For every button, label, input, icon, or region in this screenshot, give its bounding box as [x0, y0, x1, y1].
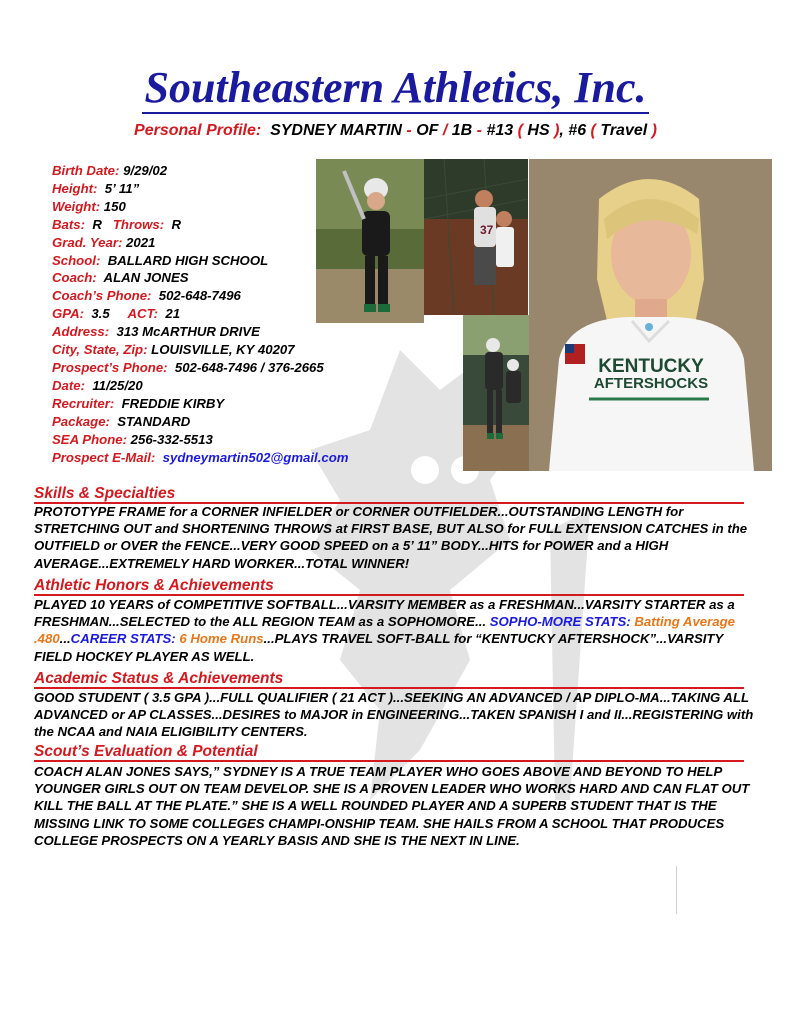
info-row-prospect-email: Prospect E-Mail: sydneymartin502@gmail.com	[52, 449, 349, 465]
athlete-name: SYDNEY MARTIN	[270, 122, 402, 139]
academic-text: GOOD STUDENT ( 3.5 GPA )...FULL QUALIFIER ( 21 ACT )...SEEKING AN ADVANCED / AP DIPLO-MA...TAKING ALL ADVANCED or AP CLASSES...DESIRES to MAJOR in ENGINEERING...TAKEN SPANISH I and II...REGISTERING with the NCAA and NAIA ELIGIBILITY CENTERS.	[34, 690, 754, 740]
info-row-height: Height: 5’ 11”	[52, 180, 140, 196]
info-row-city-state-zip: City, State, Zip: LOUISVILLE, KY 40207	[52, 342, 295, 358]
batting-average-stat: Batting Average .480	[34, 614, 735, 647]
info-row-bats-throws: Bats: R Throws: R	[52, 216, 181, 232]
info-row-coach-phone: Coach’s Phone: 502-648-7496	[52, 288, 241, 304]
travel-label: Travel	[600, 122, 648, 139]
honors-heading: Athletic Honors & Achievements	[34, 577, 744, 596]
soph-stats-label: SOPHO-MORE STATS:	[489, 614, 631, 630]
team-celebration-photo	[463, 315, 529, 471]
base-coach-photo	[424, 159, 528, 315]
academic-heading: Academic Status & Achievements	[34, 670, 744, 689]
jersey-back-number: 37	[480, 223, 494, 237]
career-stats-label: CAREER STATS:	[70, 631, 176, 647]
portrait-photo	[529, 159, 772, 471]
skills-heading: Skills & Specialties	[34, 485, 744, 504]
info-row-weight: Weight: 150	[52, 198, 126, 214]
vertical-divider	[676, 866, 677, 914]
batting-photo	[316, 159, 424, 323]
info-row-date: Date: 11/25/20	[52, 377, 143, 393]
company-title: Southeastern Athletics, Inc.	[144, 63, 647, 112]
info-row-coach: Coach: ALAN JONES	[52, 270, 189, 286]
travel-number: #6	[568, 122, 587, 139]
honors-text: PLAYED 10 YEARS of COMPETITIVE SOFTBALL...VARSITY MEMBER as a FRESHMAN...VARSITY STARTER as a FRESHMAN...SELECTED to the ALL REGION TEAM as a SOPHOMORE... SOPHO-MORE STATS: Batting Average .480...CAREER STATS: 6 Home Runs...PLAYS TRAVEL SOFT-BALL for “KENTUCKY AFTERSHOCK”...VARSITY FIELD HOCKEY PLAYER AS WELL.	[34, 597, 735, 664]
personal-profile-line: Personal Profile: SYDNEY MARTIN - OF / 1B - #13 ( HS ), #6 ( Travel )	[134, 122, 657, 139]
honors-text-1: PLAYED 10 YEARS of COMPETITIVE SOFTBALL...VARSITY MEMBER as a FRESHMAN...VARSITY STARTER as a FRESHMAN...SELECTED to the ALL REGION TEAM as a SOPHOMORE...	[34, 597, 735, 630]
info-row-package: Package: STANDARD	[52, 413, 191, 429]
honors-text-2: ...PLAYS TRAVEL SOFT-BALL for “KENTUCKY AFTERSHOCK”...VARSITY FIELD HOCKEY PLAYER AS WELL.	[34, 631, 724, 664]
home-runs-stat: 6 Home Runs	[175, 631, 264, 647]
info-row-address: Address: 313 McARTHUR DRIVE	[52, 324, 260, 340]
scout-heading: Scout’s Evaluation & Potential	[34, 743, 744, 762]
info-row-recruiter: Recruiter: FREDDIE KIRBY	[52, 395, 225, 411]
jersey-text-kentucky: KENTUCKY	[598, 356, 704, 377]
info-row-grad-year: Grad. Year: 2021	[52, 234, 156, 250]
hs-label: HS	[527, 122, 550, 139]
info-row-school: School: BALLARD HIGH SCHOOL	[52, 252, 269, 268]
info-row-gpa-act: GPA: 3.5 ACT: 21	[52, 306, 181, 322]
skills-text: PROTOTYPE FRAME for a CORNER INFIELDER or CORNER OUTFIELDER...OUTSTANDING LENGTH for STRETCHING OUT and SHORTENING THROWS at FIRST BASE, BUT ALSO for FULL EXTENSION CATCHES in the OUTFIELD or OVER the FENCE...VERY GOOD SPEED on a 5’ 11” BODY...HITS for POWER and a HIGH AVERAGE...EXTREMELY HARD WORKER...TOTAL WINNER!	[34, 504, 748, 571]
info-row-sea-phone: SEA Phone: 256-332-5513	[52, 431, 213, 447]
email-link[interactable]: sydneymartin502@gmail.com	[162, 449, 349, 465]
info-row-prospect-phone: Prospect’s Phone: 502-648-7496 / 376-2665	[52, 359, 324, 375]
scout-text: COACH ALAN JONES SAYS,” SYDNEY IS A TRUE TEAM PLAYER WHO GOES ABOVE AND BEYOND TO HELP YOUNGER GIRLS OUT ON TEAM DEVELOP. SHE IS A PROVEN LEADER WHO WORKS HARD AND CAN FLAT OUT KILL THE BALL AT THE PLATE.” SHE IS A WELL ROUNDED PLAYER AND A SUPERB STUDENT THAT IS THE MISSING LINK TO SOME COLLEGES CHAMPI-ONSHIP TEAM. SHE HAILS FROM A SCHOOL THAT PRODUCES COLLEGE PROSPECTS ON A YEARLY BASIS AND SHE IS THE NEXT IN LINE.	[34, 764, 750, 848]
profile-label: Personal Profile:	[134, 122, 262, 139]
position-1: OF	[416, 122, 439, 139]
jersey-text-aftershocks: AFTERSHOCKS	[593, 375, 709, 392]
info-row-birth-date: Birth Date: 9/29/02	[52, 163, 168, 178]
position-2: 1B	[451, 122, 473, 139]
hs-number: #13	[486, 122, 514, 139]
